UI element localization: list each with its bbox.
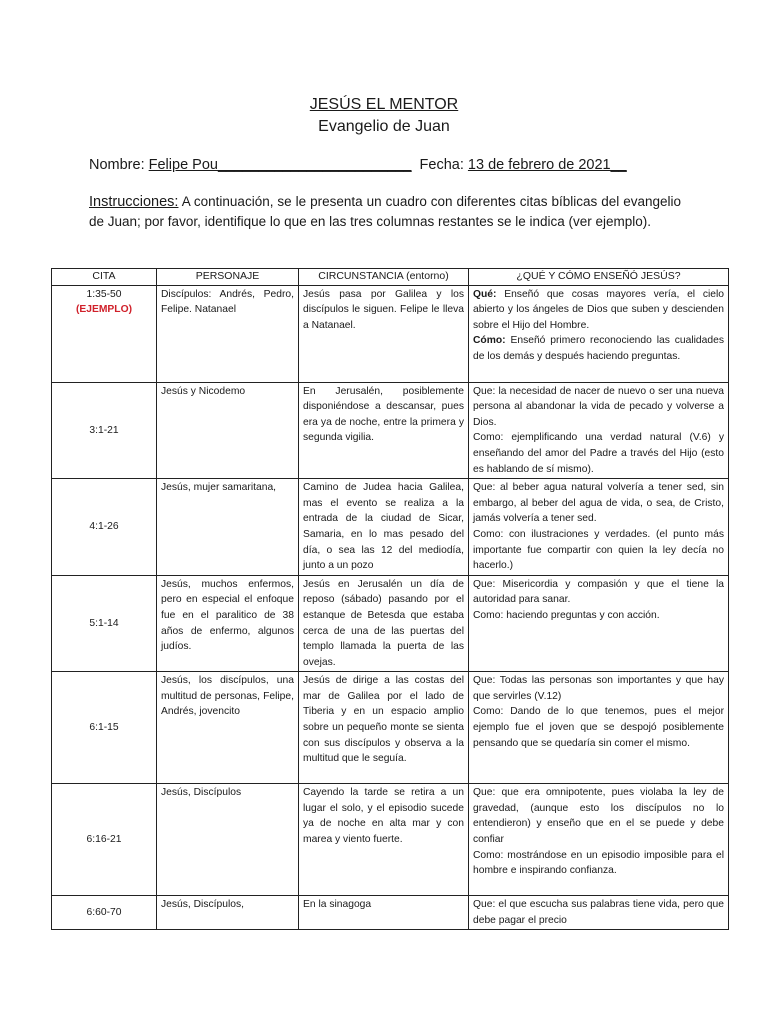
- form-line: [89, 155, 689, 175]
- personaje-cell: Jesús, los discípulos, una multitud de personas, Felipe, Andrés, jovencito: [157, 672, 299, 784]
- cita-cell: 4:1-26: [52, 479, 157, 576]
- circunstancia-cell: En la sinagoga: [299, 896, 469, 930]
- personaje-cell: Jesús, mujer samaritana,: [157, 479, 299, 576]
- table-row: [52, 784, 729, 896]
- que-text: Que: la necesidad de nacer de nuevo o ser una nueva persona al abandonar la vida de pecado y volverse a Dios.: [473, 385, 724, 428]
- table-row: [52, 672, 729, 784]
- circunstancia-cell: Camino de Judea hacia Galilea, mas el evento se realiza a la entrada de la ciudad de Sicar, Samaria, en lo mas pesado del día, o sea las 12 del mediodía, junto a un pozo: [299, 479, 469, 576]
- circunstancia-cell: En Jerusalén, posiblemente disponiéndose a descansar, pues era ya de noche, entre la primera y segunda vigilia.: [299, 382, 469, 479]
- cita-cell: 6:1-15: [52, 672, 157, 784]
- personaje-cell: Jesús, Discípulos: [157, 784, 299, 896]
- circunstancia-cell: Cayendo la tarde se retira a un lugar el solo, y el episodio sucede ya de noche en alta mar y con marea y viento fuerte.: [299, 784, 469, 896]
- cita-cell: 6:16-21: [52, 784, 157, 896]
- table-header-row: [52, 269, 729, 286]
- example-note: (EJEMPLO): [75, 304, 133, 316]
- que-text: Que: que era omnipotente, pues violaba la ley de gravedad, (aunque esto los discípulos no lo entendieron) y enseño que en el se puede y debe confiar: [473, 787, 724, 846]
- que-text: Que: el que escucha sus palabras tiene vida, pero que debe pagar el precio: [473, 899, 724, 926]
- que-text: Que: al beber agua natural volvería a tener sed, sin embargo, al beber del agua de vida, o sea, de Cristo, jamás volvería a tener sed.: [473, 482, 724, 525]
- que-text: Enseñó que cosas mayores vería, el cielo abierto y los ángeles de Dios que suben y descienden sobre el Hijo del Hombre.: [473, 288, 724, 331]
- que-como-cell: [469, 896, 729, 930]
- circunstancia-cell: Jesús pasa por Galilea y los discípulos le siguen. Felipe le lleva a Natanael.: [299, 285, 469, 382]
- circunstancia-cell: Jesús de dirige a las costas del mar de Galilea por el lado de Tiberia y en un espacio amplio sobre un pequeño monte se sienta con sus discípulos y observa a la multitud que le seguía.: [299, 672, 469, 784]
- como-text: Como: haciendo preguntas y con acción.: [473, 609, 660, 621]
- que-como-cell: [469, 784, 729, 896]
- table-row: [52, 575, 729, 672]
- personaje-cell: Jesús y Nicodemo: [157, 382, 299, 479]
- que-como-cell: [469, 672, 729, 784]
- que-label: Qué:: [473, 288, 497, 300]
- header-que-como: ¿QUÉ Y CÓMO ENSEÑÓ JESÚS?: [469, 269, 729, 286]
- document-header: [0, 94, 768, 138]
- cita-cell: 5:1-14: [52, 575, 157, 672]
- como-text: Como: Dando de lo que tenemos, pues el mejor ejemplo fue el joven que se despojó posiblemente pensando que se quedaría sin comer el mismo.: [473, 706, 724, 749]
- personaje-cell: Jesús, Discípulos,: [157, 896, 299, 930]
- que-como-cell: [469, 479, 729, 576]
- table-row: [52, 382, 729, 479]
- document-title: JESÚS EL MENTOR: [309, 96, 459, 113]
- instructions-label: Instrucciones:: [89, 194, 179, 210]
- cita-cell: [52, 285, 157, 382]
- cita-cell: 6:60-70: [52, 896, 157, 930]
- que-text: Que: Misericordia y compasión y que el tiene la autoridad para sanar.: [473, 578, 724, 606]
- que-text: Que: Todas las personas son importantes y que hay que servirles (V.12): [473, 675, 724, 702]
- personaje-cell: Discípulos: Andrés, Pedro, Felipe. Natanael: [157, 285, 299, 382]
- table-row: [52, 285, 729, 382]
- header-circunstancia: CIRCUNSTANCIA (entorno): [299, 269, 469, 286]
- name-label: Nombre:: [89, 157, 145, 173]
- table-row: [52, 896, 729, 930]
- cita-cell: 3:1-21: [52, 382, 157, 479]
- date-label: Fecha:: [419, 157, 464, 173]
- como-label: Cómo:: [473, 335, 506, 347]
- cita-ref: 1:35-50: [86, 288, 122, 300]
- table-row: [52, 479, 729, 576]
- que-como-cell: [469, 285, 729, 382]
- document-subtitle: Evangelio de Juan: [318, 118, 450, 135]
- name-value: Felipe Pou________________________: [148, 157, 412, 173]
- que-como-cell: [469, 575, 729, 672]
- circunstancia-cell: Jesús en Jerusalén un día de reposo (sábado) pasando por el estanque de Betesda que estaba cerca de una de las puertas del templo llamada la puerta de las ovejas.: [299, 575, 469, 672]
- como-text: Enseñó primero reconociendo las cualidades de los demás y después haciendo preguntas.: [473, 335, 724, 362]
- instructions-text: A continuación, se le presenta un cuadro con diferentes citas bíblicas del evangelio de Juan; por favor, identifique lo que en las tres columnas restantes se le indica (ver ejemplo).: [89, 194, 681, 229]
- que-como-cell: [469, 382, 729, 479]
- personaje-cell: Jesús, muchos enfermos, pero en especial el enfoque fue en el paralitico de 38 años de enfermo, algunos judíos.: [157, 575, 299, 672]
- header-cita: CITA: [52, 269, 157, 286]
- como-text: Como: ejemplificando una verdad natural (V.6) y enseñando del amor del Padre a través del Hijo (esto es hablando de sí mismo).: [473, 432, 724, 475]
- como-text: Como: mostrándose en un episodio imposible para el hombre e inspirando confianza.: [473, 849, 724, 877]
- date-value: 13 de febrero de 2021__: [467, 157, 627, 173]
- instructions: [89, 192, 681, 232]
- header-personaje: PERSONAJE: [157, 269, 299, 286]
- como-text: Como: con ilustraciones y verdades. (el punto más importante fue compartir con quien la ley decía no hacerlo.): [473, 528, 724, 572]
- citations-table: [51, 268, 729, 930]
